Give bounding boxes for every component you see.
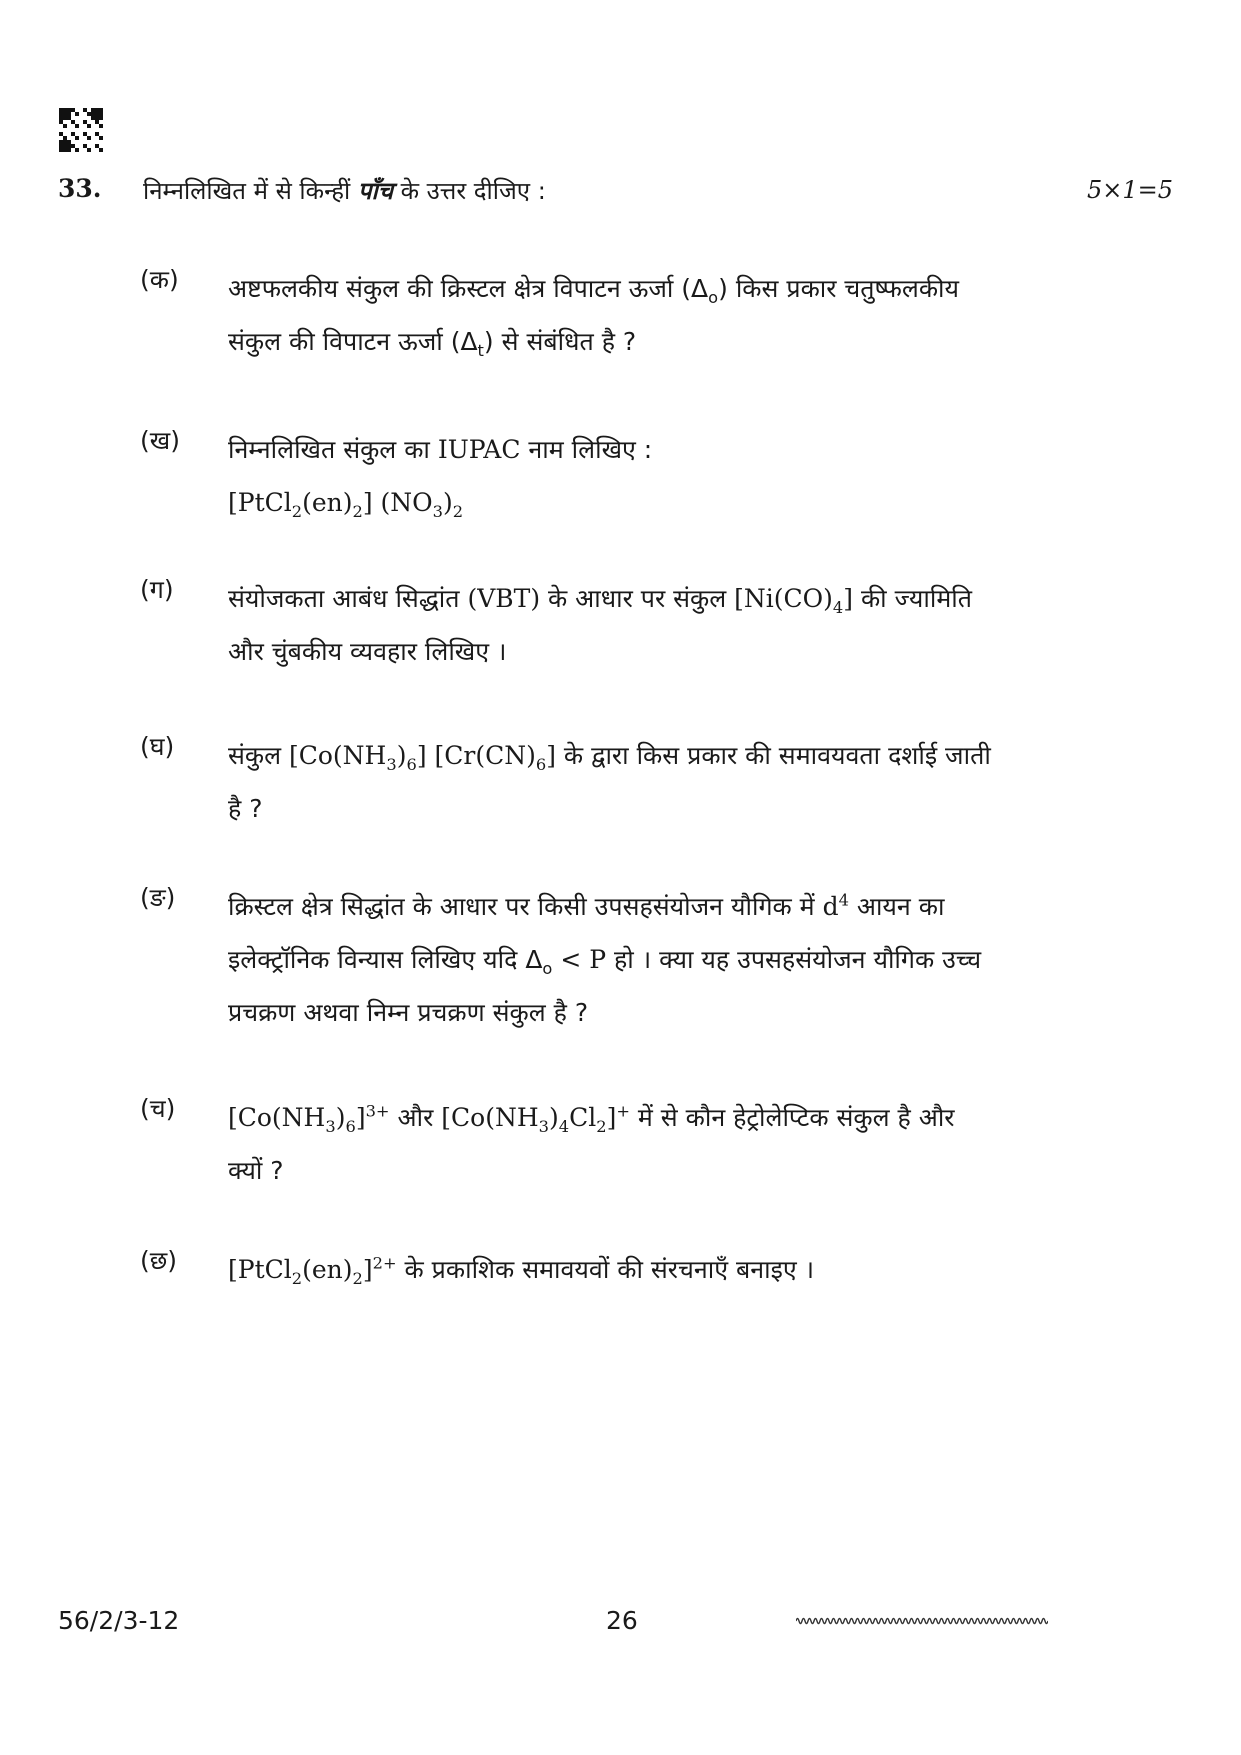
sub-question-label: (ङ) bbox=[140, 883, 176, 912]
instruction-emphasis: पाँच bbox=[357, 177, 393, 205]
paper-code: 56/2/3-12 bbox=[58, 1606, 180, 1635]
page-number: 26 bbox=[606, 1606, 638, 1635]
complex-formula: $[Co(NH_3)_4Cl_2]^+$ bbox=[441, 1101, 630, 1136]
wavy-line-decoration bbox=[796, 1614, 1048, 1628]
sub-question-text: क्रिस्टल क्षेत्र सिद्धांत के आधार पर किसी उपसहसंयोजन यौगिक में $d^4$ आयन का इलेक्ट्रॉनिक विन्यास लिखिए यदि $\Delta_o < P$ हो । क्या यह उपसहसंयोजन यौगिक उच्च प्रचक्रण अथवा निम्न प्रचक्रण संकुल है ? bbox=[228, 890, 982, 1027]
question-instruction: निम्नलिखित में से किन्हीं पाँच के उत्तर दीजिए : bbox=[143, 177, 546, 205]
complex-formula: $[PtCl_2(en)_2]$ $(NO_3)_2$ bbox=[228, 488, 464, 521]
sub-question-label: (छ) bbox=[140, 1246, 178, 1275]
sub-question-label: (च) bbox=[140, 1094, 176, 1123]
question-number: 33. bbox=[58, 174, 102, 203]
marks-allocation: 5×1=5 bbox=[1086, 176, 1173, 204]
sub-question-label: (ख) bbox=[140, 426, 180, 455]
sub-question-label: (घ) bbox=[140, 732, 175, 761]
complex-formula: $[Co(NH_3)_6]^{3+}$ bbox=[228, 1101, 390, 1136]
sub-question-text: संकुल $[Co(NH_3)_6]$ $[Cr(CN)_6]$ के द्वारा किस प्रकार की समावयवता दर्शाई जाती है ? bbox=[228, 741, 991, 823]
sub-question-text: संयोजकता आबंध सिद्धांत (VBT) के आधार पर संकुल $[Ni(CO)_4]$ की ज्यामिति और चुंबकीय व्यवहार लिखिए । bbox=[228, 584, 972, 666]
qr-code-icon bbox=[59, 108, 103, 152]
sub-question-label: (क) bbox=[140, 265, 179, 294]
complex-formula: $[Co(NH_3)_6]$ $[Cr(CN)_6]$ bbox=[289, 741, 556, 774]
complex-formula: $[PtCl_2(en)_2]^{2+}$ bbox=[228, 1253, 397, 1288]
sub-question-text: अष्टफलकीय संकुल की क्रिस्टल क्षेत्र विपाटन ऊर्जा $(\Delta_o)$ किस प्रकार चतुष्फलकीय संकुल की विपाटन ऊर्जा $(\Delta_t)$ से संबंधित है ? bbox=[228, 274, 959, 360]
sub-question-label: (ग) bbox=[140, 575, 174, 604]
complex-formula: $[Ni(CO)_4]$ bbox=[734, 584, 853, 617]
sub-question-text: $[PtCl_2(en)_2]^{2+}$ के प्रकाशिक समावयवों की संरचनाएँ बनाइए । bbox=[228, 1253, 815, 1288]
sub-question-text: $[Co(NH_3)_6]^{3+}$ और $[Co(NH_3)_4Cl_2]^+$ में से कौन हेट्रोलेप्टिक संकुल है और क्यों ? bbox=[228, 1101, 955, 1185]
sub-question-text: निम्नलिखित संकुल का IUPAC नाम लिखिए : $[PtCl_2(en)_2]$ $(NO_3)_2$ bbox=[228, 423, 1128, 529]
